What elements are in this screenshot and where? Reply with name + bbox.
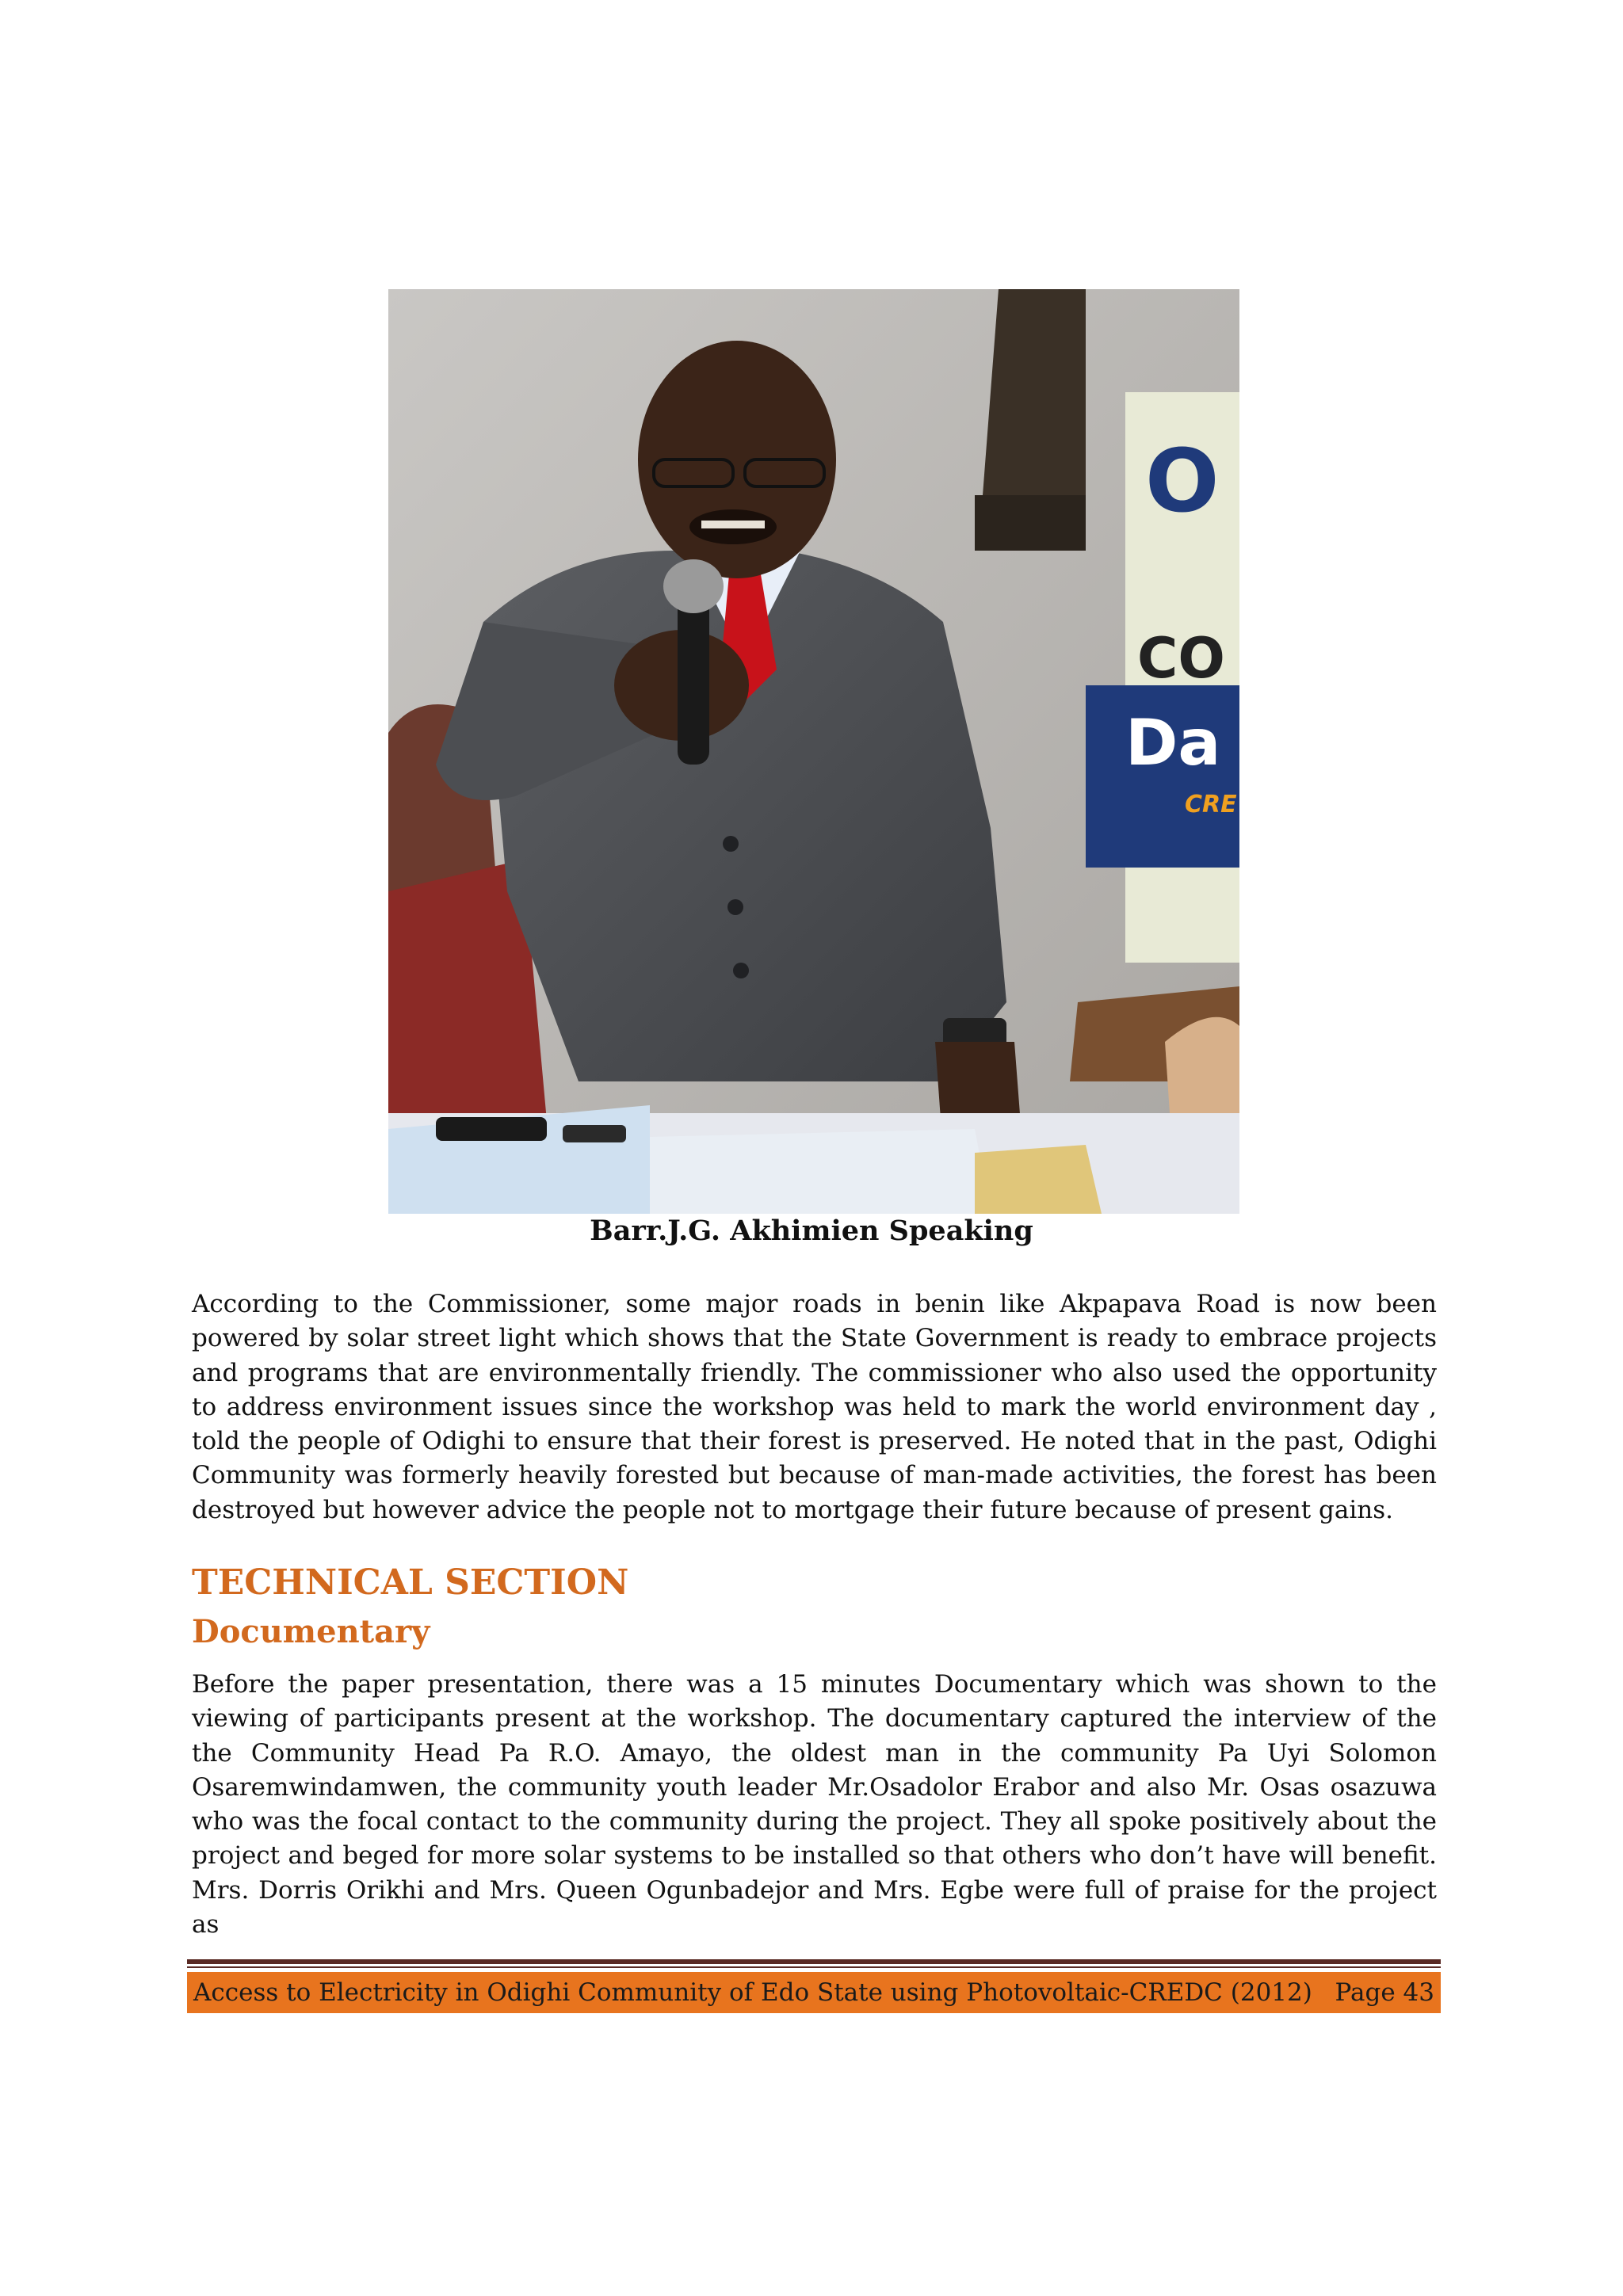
body-paragraph: According to the Commissioner, some major roads in benin like Akpapava Road is now been powered by solar street light which shows that the State Government is ready to embrace projects and programs that are environmentally friendly. The commissioner who also used the opportunity to address environment issues since the workshop was held to mark the world environment day , told the people of Odighi to ensure that their forest is preserved. He noted that in the past, Odighi Community was formerly heavily forested but because of man-made activities, the forest has been destroyed but however advice the people not to mortgage their future because of present gains.: [192, 1290, 1437, 1524]
banner-word-3: CRE: [1185, 791, 1237, 818]
page-number: Page 43: [1335, 1978, 1434, 2007]
footer-rule-thin: [187, 1966, 1441, 1968]
speaker-photo: [388, 289, 1239, 1214]
figure-caption: Barr.J.G. Akhimien Speaking: [590, 1215, 1033, 1247]
footer-title: Access to Electricity in Odighi Community of Edo State using Photovoltaic-CREDC (2012): [193, 1978, 1312, 2007]
body-paragraph-2: Before the paper presentation, there was a 15 minutes Documentary which was shown to the viewing of participants present at the workshop. The documentary captured the interview of the the Community Head Pa R.O. Amayo, the oldest man in the community Pa Uyi Solomon Osaremwindamwen, the community youth leader Mr.Osadolor Erabor and also Mr. Osas osazuwa who was the focal contact to the community during the project. They all spoke positively about the project and beged for more solar systems to be installed so that others who don’t have will benefit. Mrs. Dorris Orikhi and Mrs. Queen Ogunbadejor and Mrs. Egbe were full of praise for the project as: [192, 1670, 1437, 1939]
banner-word-2: Da: [1125, 706, 1221, 780]
banner-word: CO: [1137, 626, 1225, 691]
footer-rule: [187, 1959, 1441, 1964]
banner-letter: O: [1145, 430, 1220, 532]
subsection-heading: Documentary: [192, 1613, 430, 1650]
section-heading: TECHNICAL SECTION: [192, 1562, 629, 1603]
page-footer: [187, 1972, 1441, 2013]
speaker-illustration: [388, 289, 1239, 1214]
